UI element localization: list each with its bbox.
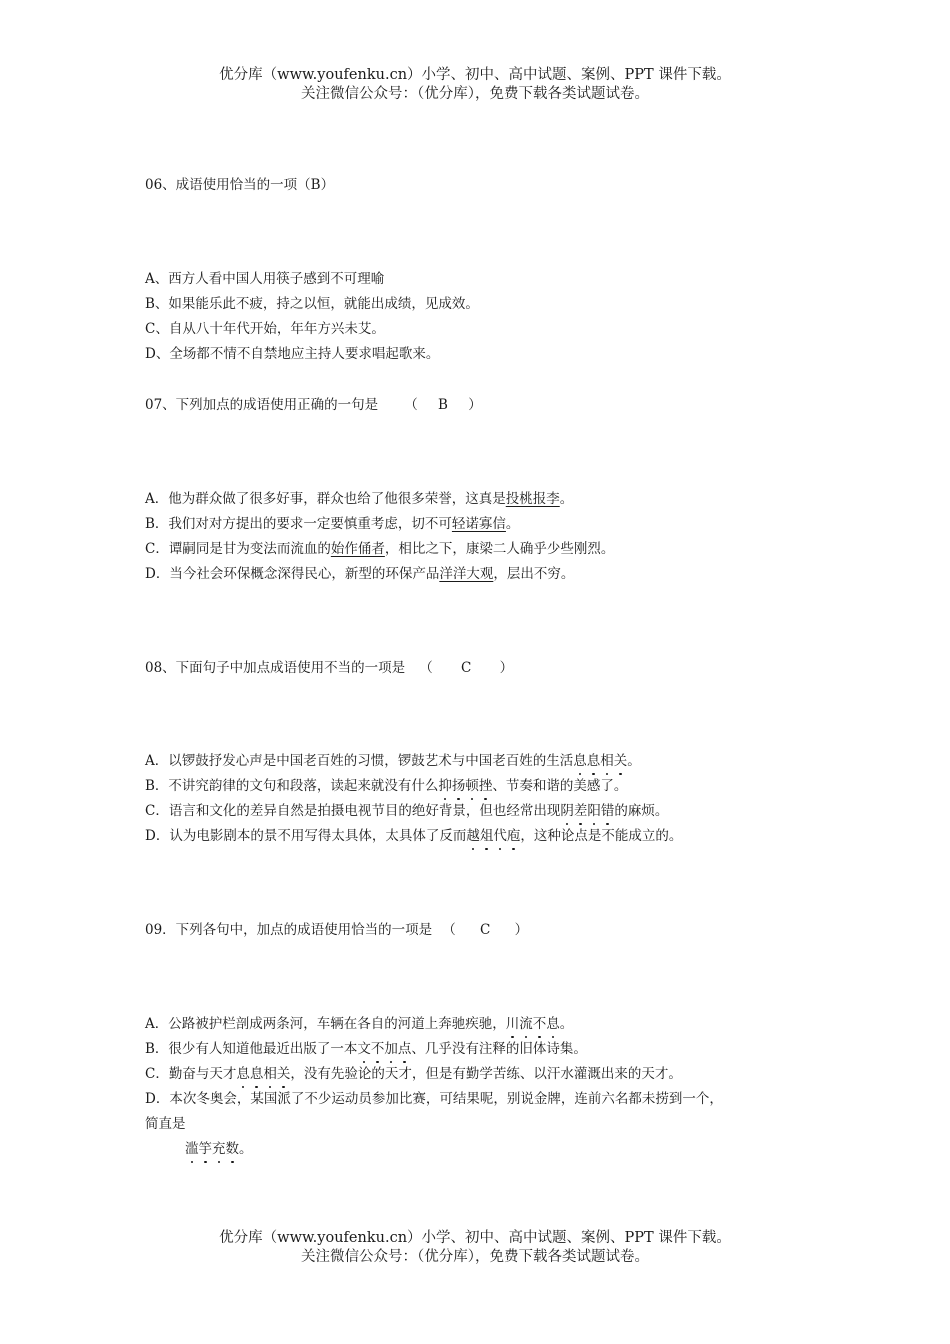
q07-option-c xyxy=(145,540,614,558)
q07-c-idiom: 始作俑者 xyxy=(330,541,385,557)
dotted-char: 息 xyxy=(586,753,601,769)
dotted-char: 阴 xyxy=(560,803,574,819)
q07-option-a xyxy=(145,490,573,508)
dotted-char: 扬 xyxy=(451,778,466,794)
dotted-char: 数 xyxy=(225,1141,239,1157)
q09-a-text: A．公路被护栏剖成两条河，车辆在各自的河道上奔驰疾驰， xyxy=(145,1016,506,1032)
dotted-char: 庖 xyxy=(506,828,521,844)
dotted-char: 息 xyxy=(546,1016,560,1032)
q09-answer: （ C ） xyxy=(442,922,539,938)
q06-option-a: A、西方人看中国人用筷子感到不可理喻 xyxy=(145,271,385,287)
header-line-1: 优分库（www.youfenku.cn）小学、初中、高中试题、案例、PPT 课件下载。 xyxy=(219,67,731,83)
dotted-char: 加 xyxy=(384,1041,398,1057)
dotted-char: 越 xyxy=(466,828,480,844)
dotted-char: 关 xyxy=(613,753,628,769)
q08-d-end: ，这种论点是不能成立的。 xyxy=(520,828,683,844)
footer-line-2: 关注微信公众号：（优分库），免费下载各类试题试卷。 xyxy=(301,1249,649,1265)
header-line-2: 关注微信公众号：（优分库），免费下载各类试题试卷。 xyxy=(301,86,649,102)
q07-title-row xyxy=(145,396,490,414)
q09-title: 09．下列各句中，加点的成语使用恰当的一项是 xyxy=(145,922,433,938)
dotted-char: 抑 xyxy=(438,778,452,794)
q07-option-b xyxy=(145,515,519,533)
dotted-char: 不 xyxy=(370,1041,385,1057)
q07-c-text: C．谭嗣同是甘为变法而流血的 xyxy=(145,541,331,557)
q09-option-c xyxy=(145,1065,682,1083)
dotted-char: 顿 xyxy=(465,778,479,794)
dotted-char: 阳 xyxy=(587,803,601,819)
dotted-char: 川 xyxy=(505,1016,520,1032)
dotted-char: 充 xyxy=(212,1141,226,1157)
dotted-char: 息 xyxy=(249,1066,264,1082)
page-header xyxy=(0,66,950,104)
dotted-char: 代 xyxy=(493,828,507,844)
q08-title: 08、下面句子中加点成语使用不当的一项是 xyxy=(145,660,406,676)
q09-c-text: C．勤奋与天才 xyxy=(145,1066,237,1082)
dotted-char: 点 xyxy=(397,1041,412,1057)
q08-d-idiom xyxy=(466,828,520,844)
q07-d-text: D．当今社会环保概念深得民心，新型的环保产品 xyxy=(145,566,440,582)
q09-b-text: B．很少有人知道他最近出版了一本 xyxy=(145,1041,358,1057)
q07-b-text: B．我们对对方提出的要求一定要慎重考虑，切不可 xyxy=(145,516,452,532)
dotted-char: 不 xyxy=(532,1016,547,1032)
q06-option-c: C、自从八十年代开始，年年方兴未艾。 xyxy=(145,321,385,337)
q07-a-text: A．他为群众做了很多好事，群众也给了他很多荣誉，这真是 xyxy=(145,491,506,507)
q08-option-b xyxy=(145,777,627,795)
footer-line-1: 优分库（www.youfenku.cn）小学、初中、高中试题、案例、PPT 课件下载。 xyxy=(219,1230,731,1246)
page-footer xyxy=(0,1229,950,1267)
q09-option-d-line-2: 简直是 xyxy=(145,1116,186,1132)
dotted-char: 错 xyxy=(600,803,615,819)
q08-c-text: C．语言和文化的差异自然是拍摄电视节目的绝好背景，但也经常出现 xyxy=(145,803,561,819)
q08-a-end: 。 xyxy=(627,753,641,769)
q08-c-end: 的麻烦。 xyxy=(614,803,669,819)
q07-b-idiom: 轻诺寡信 xyxy=(451,516,506,532)
q07-a-idiom: 投桃报李 xyxy=(505,491,560,507)
q07-b-end: 。 xyxy=(505,516,520,532)
q07-option-d xyxy=(145,565,574,583)
q08-a-idiom xyxy=(573,753,627,769)
q09-c-idiom xyxy=(236,1066,290,1082)
q06-option-b: B、如果能乐此不疲，持之以恒，就能出成绩，见成效。 xyxy=(145,296,479,312)
q06-title: 06、成语使用恰当的一项（B） xyxy=(145,177,335,193)
q07-answer: （ B ） xyxy=(404,397,490,413)
q07-d-idiom: 洋洋大观 xyxy=(439,566,494,582)
q08-c-idiom xyxy=(560,803,614,819)
dotted-char: 关 xyxy=(276,1066,291,1082)
q09-a-idiom xyxy=(506,1016,560,1032)
q09-b-idiom xyxy=(357,1041,411,1057)
q08-option-a xyxy=(145,752,641,770)
q06-option-d: D、全场都不情不自禁地应主持人要求唱起歌来。 xyxy=(145,346,440,362)
q07-a-end: 。 xyxy=(559,491,574,507)
dotted-char: 相 xyxy=(600,753,614,769)
dotted-char: 挫 xyxy=(478,778,493,794)
q09-b-end: 、几乎没有注释的旧体诗集。 xyxy=(411,1041,587,1057)
q08-option-c xyxy=(145,802,668,820)
q08-option-d xyxy=(145,827,682,845)
q08-answer: （ C ） xyxy=(419,660,526,676)
dotted-char: 俎 xyxy=(479,828,494,844)
dotted-char: 息 xyxy=(236,1066,250,1082)
q07-c-end: ，相比之下，康梁二人确乎少些刚烈。 xyxy=(384,541,615,557)
q09-option-d-line-3 xyxy=(185,1140,253,1158)
q08-title-row xyxy=(145,659,525,677)
dotted-char: 差 xyxy=(573,803,588,819)
dotted-char: 相 xyxy=(263,1066,277,1082)
q09-d-idiom xyxy=(185,1141,239,1157)
q07-title: 07、下列加点的成语使用正确的一句是 xyxy=(145,397,379,413)
dotted-char: 文 xyxy=(357,1041,371,1057)
dotted-char: 竽 xyxy=(198,1141,212,1157)
dotted-char: 息 xyxy=(573,753,587,769)
q09-a-end: 。 xyxy=(559,1016,574,1032)
q08-a-text: A．以锣鼓抒发心声是中国老百姓的习惯，锣鼓艺术与中国老百姓的生活 xyxy=(145,753,574,769)
q09-option-a xyxy=(145,1015,573,1033)
dotted-char: 滥 xyxy=(185,1141,199,1157)
q08-b-idiom xyxy=(438,778,492,794)
q09-option-b xyxy=(145,1040,587,1058)
q09-d-end: 。 xyxy=(239,1141,253,1157)
q08-b-end: 、节奏和谐的美感了。 xyxy=(492,778,628,794)
dotted-char: 流 xyxy=(519,1016,533,1032)
q09-option-d-line-1: D．本次冬奥会，某国派了不少运动员参加比赛，可结果呢，别说金牌，连前六名都未捞到一个， xyxy=(145,1091,723,1107)
q08-d-text: D．认为电影剧本的景不用写得太具体，太具体了反而 xyxy=(145,828,467,844)
q07-d-end: ，层出不穷。 xyxy=(493,566,575,582)
q08-b-text: B．不讲究韵律的文句和段落，读起来就没有什么 xyxy=(145,778,439,794)
q09-c-end: ，没有先验论的天才，但是有勤学苦练、以汗水灌溉出来的天才。 xyxy=(290,1066,682,1082)
q09-title-row xyxy=(145,921,538,939)
